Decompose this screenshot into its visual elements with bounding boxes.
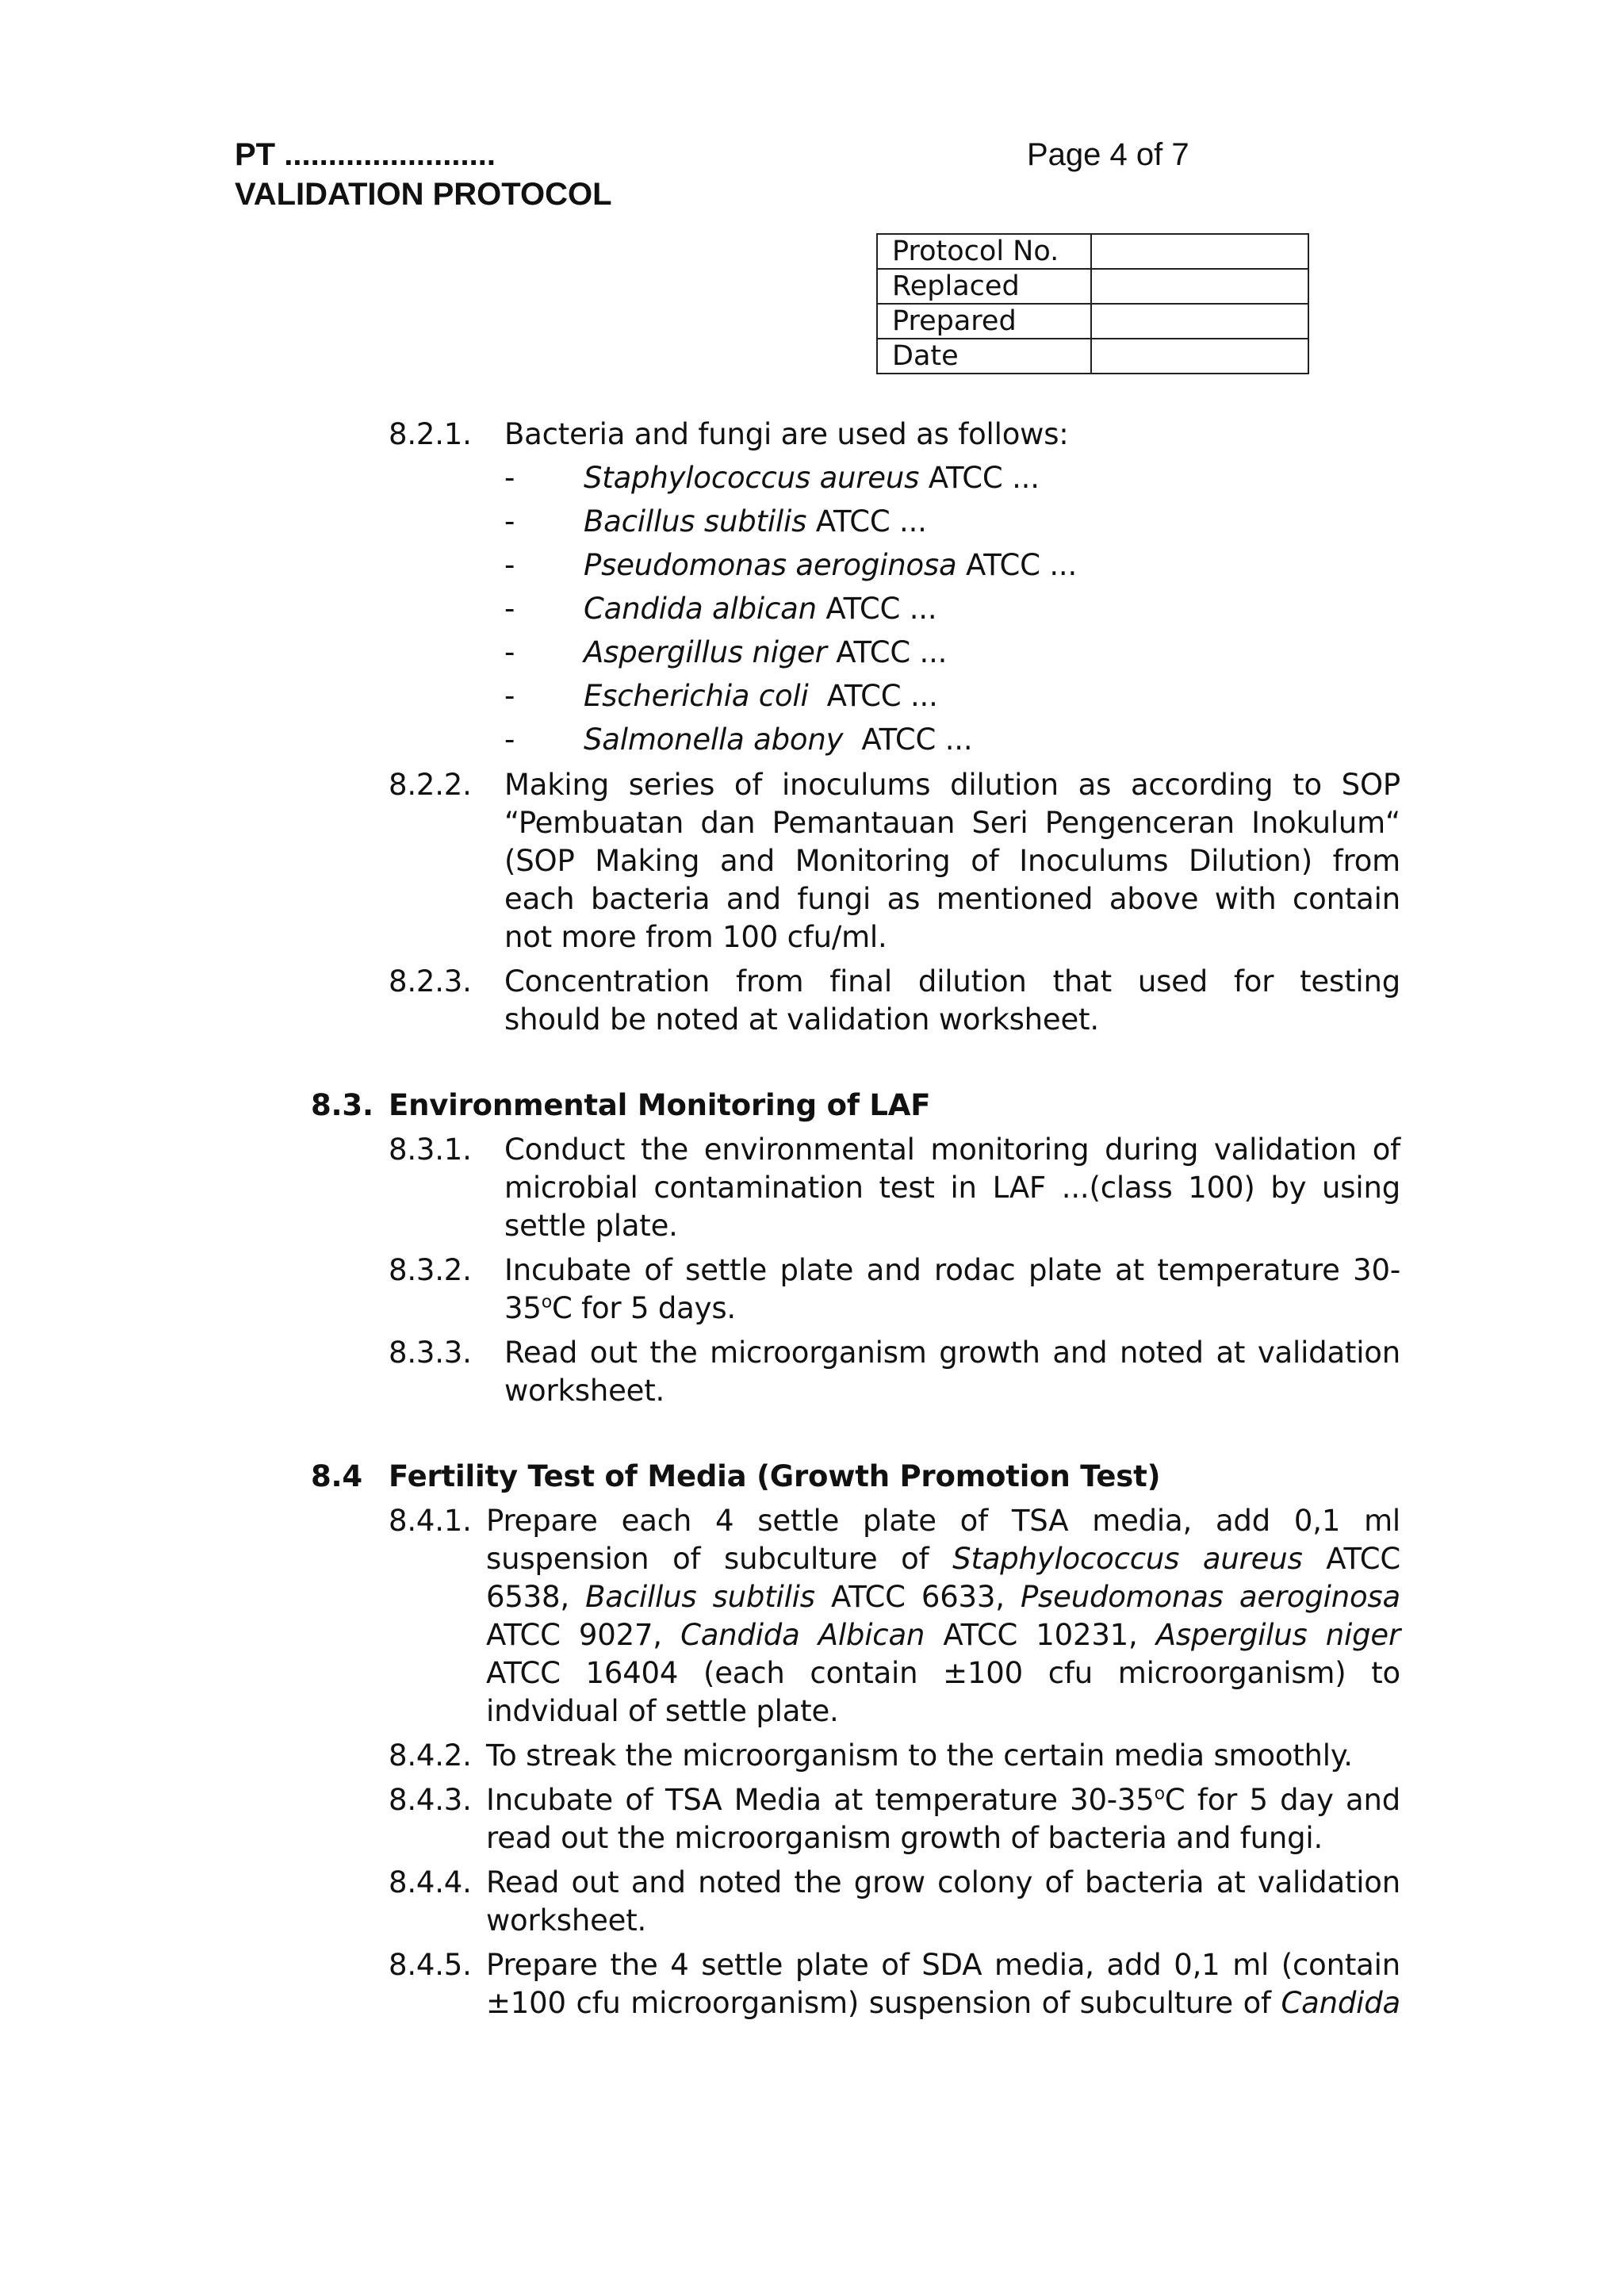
paragraph-line bbox=[486, 1781, 1400, 1819]
text-span: 6538, bbox=[486, 1580, 586, 1614]
date-label: Date bbox=[877, 339, 1091, 374]
organism-name: Pseudomonas aeroginosa bbox=[1020, 1580, 1400, 1614]
paragraph-line: Making series of inoculums dilution as according to SOP bbox=[504, 768, 1400, 802]
degree-superscript: o bbox=[541, 1292, 552, 1313]
organism-name: Bacillus subtilis bbox=[584, 504, 807, 539]
date-value bbox=[1091, 339, 1308, 374]
organism-name: Escherichia coli bbox=[584, 679, 809, 713]
section-number: 8.2.2. bbox=[389, 768, 472, 802]
prepared-label: Prepared bbox=[877, 304, 1091, 339]
page-number: Page 4 of 7 bbox=[1027, 137, 1189, 172]
organism-name: Candida albican bbox=[584, 592, 817, 626]
paragraph-line: indvidual of settle plate. bbox=[486, 1694, 839, 1728]
protocol-info-table bbox=[876, 233, 1309, 374]
document-type: VALIDATION PROTOCOL bbox=[235, 177, 612, 212]
text-span: ATCC 9027, bbox=[486, 1618, 681, 1652]
paragraph-line: microbial contamination test in LAF ...(class 100) by using bbox=[504, 1171, 1400, 1205]
degree-superscript: o bbox=[1154, 1784, 1165, 1804]
section-number: 8.4.3. bbox=[389, 1783, 472, 1817]
paragraph-line: each bacteria and fungi as mentioned above with contain bbox=[504, 882, 1400, 916]
paragraph-line: Incubate of settle plate and rodac plate at temperature 30- bbox=[504, 1253, 1400, 1287]
paragraph-line: read out the microorganism growth of bacteria and fungi. bbox=[486, 1821, 1323, 1855]
section-heading-number: 8.4 bbox=[311, 1459, 362, 1493]
paragraph-line: not more from 100 cfu/ml. bbox=[504, 920, 887, 954]
section-number: 8.3.2. bbox=[389, 1253, 472, 1287]
table-row bbox=[877, 339, 1308, 374]
atcc-text: ATCC ... bbox=[806, 504, 927, 539]
text-span: C for 5 days. bbox=[551, 1291, 736, 1325]
prepared-value bbox=[1091, 304, 1308, 339]
protocol-no-value bbox=[1091, 234, 1308, 269]
paragraph-line: Read out and noted the grow colony of bacteria at validation bbox=[486, 1865, 1400, 1899]
list-dash: - bbox=[504, 504, 515, 539]
paragraph-line bbox=[504, 1290, 736, 1328]
section-number: 8.2.1. bbox=[389, 417, 472, 451]
list-dash: - bbox=[504, 592, 515, 626]
paragraph-line bbox=[486, 1540, 1400, 1578]
organism-name: Salmonella abony bbox=[584, 723, 844, 757]
section-number: 8.3.1. bbox=[389, 1133, 472, 1167]
table-row bbox=[877, 304, 1308, 339]
list-item bbox=[584, 459, 1040, 497]
list-dash: - bbox=[504, 723, 515, 757]
section-number: 8.2.3. bbox=[389, 964, 472, 999]
paragraph-line: Conduct the environmental monitoring during validation of bbox=[504, 1133, 1400, 1167]
paragraph-line: worksheet. bbox=[504, 1374, 665, 1408]
organism-name: Candida Albican bbox=[680, 1618, 925, 1652]
organism-name: Staphylococcus aureus bbox=[952, 1542, 1303, 1576]
text-span: 35 bbox=[504, 1291, 542, 1325]
replaced-label: Replaced bbox=[877, 269, 1091, 304]
text-span: C for 5 day and bbox=[1164, 1783, 1401, 1817]
list-dash: - bbox=[504, 679, 515, 713]
list-dash: - bbox=[504, 635, 515, 669]
section-heading: Fertility Test of Media (Growth Promotion Test) bbox=[389, 1459, 1161, 1493]
section-number: 8.4.5. bbox=[389, 1948, 472, 1982]
paragraph-line: To streak the microorganism to the certain media smoothly. bbox=[486, 1738, 1353, 1773]
atcc-text: ATCC ... bbox=[808, 679, 938, 713]
paragraph-line bbox=[486, 1984, 1400, 2022]
text-span: ±100 cfu microorganism) suspension of subculture of bbox=[486, 1986, 1281, 2020]
list-item bbox=[584, 546, 1077, 585]
paragraph-line: ATCC 16404 (each contain ±100 cfu microorganism) to bbox=[486, 1656, 1400, 1690]
list-item bbox=[584, 721, 972, 759]
section-number: 8.3.3. bbox=[389, 1336, 472, 1370]
paragraph-line: worksheet. bbox=[486, 1903, 647, 1938]
replaced-value bbox=[1091, 269, 1308, 304]
text-span: Incubate of TSA Media at temperature 30-35 bbox=[486, 1783, 1155, 1817]
organism-name: Aspergillus niger bbox=[584, 635, 827, 669]
list-item bbox=[584, 634, 947, 672]
text-span: ATCC bbox=[1302, 1542, 1400, 1576]
paragraph-line: Prepare each 4 settle plate of TSA media, add 0,1 ml bbox=[486, 1504, 1400, 1538]
list-item bbox=[584, 503, 927, 541]
paragraph-line: “Pembuatan dan Pemantauan Seri Pengenceran Inokulum“ bbox=[504, 806, 1400, 840]
paragraph-line: Read out the microorganism growth and noted at validation bbox=[504, 1336, 1400, 1370]
list-dash: - bbox=[504, 548, 515, 582]
section-heading: Environmental Monitoring of LAF bbox=[389, 1088, 931, 1122]
organism-name: Aspergilus niger bbox=[1155, 1618, 1400, 1652]
atcc-text: ATCC ... bbox=[956, 548, 1078, 582]
section-heading-number: 8.3. bbox=[311, 1088, 373, 1122]
organism-name: Staphylococcus aureus bbox=[584, 461, 920, 495]
text-span: suspension of subculture of bbox=[486, 1542, 953, 1576]
paragraph-line: Bacteria and fungi are used as follows: bbox=[504, 417, 1069, 451]
atcc-text: ATCC ... bbox=[826, 635, 948, 669]
paragraph-line bbox=[486, 1616, 1400, 1654]
paragraph-line: (SOP Making and Monitoring of Inoculums Dilution) from bbox=[504, 844, 1400, 878]
list-dash: - bbox=[504, 461, 515, 495]
organism-name: Bacillus subtilis bbox=[585, 1580, 815, 1614]
organism-name: Pseudomonas aeroginosa bbox=[584, 548, 957, 582]
table-row bbox=[877, 234, 1308, 269]
list-item bbox=[584, 590, 936, 628]
paragraph-line: Concentration from final dilution that used for testing bbox=[504, 964, 1400, 999]
organism-name: Candida bbox=[1281, 1986, 1400, 2020]
paragraph-line: should be noted at validation worksheet. bbox=[504, 1002, 1099, 1037]
table-row bbox=[877, 269, 1308, 304]
atcc-text: ATCC ... bbox=[843, 723, 973, 757]
section-number: 8.4.1. bbox=[389, 1504, 472, 1538]
paragraph-line: settle plate. bbox=[504, 1209, 678, 1243]
list-item bbox=[584, 677, 938, 715]
text-span: ATCC 10231, bbox=[925, 1618, 1156, 1652]
section-number: 8.4.2. bbox=[389, 1738, 472, 1773]
paragraph-line bbox=[486, 1578, 1400, 1616]
atcc-text: ATCC ... bbox=[816, 592, 937, 626]
company-name: PT ........................ bbox=[235, 137, 496, 172]
section-number: 8.4.4. bbox=[389, 1865, 472, 1899]
text-span: ATCC 6633, bbox=[814, 1580, 1021, 1614]
paragraph-line: Prepare the 4 settle plate of SDA media, add 0,1 ml (contain bbox=[486, 1948, 1400, 1982]
atcc-text: ATCC ... bbox=[919, 461, 1040, 495]
protocol-no-label: Protocol No. bbox=[877, 234, 1091, 269]
